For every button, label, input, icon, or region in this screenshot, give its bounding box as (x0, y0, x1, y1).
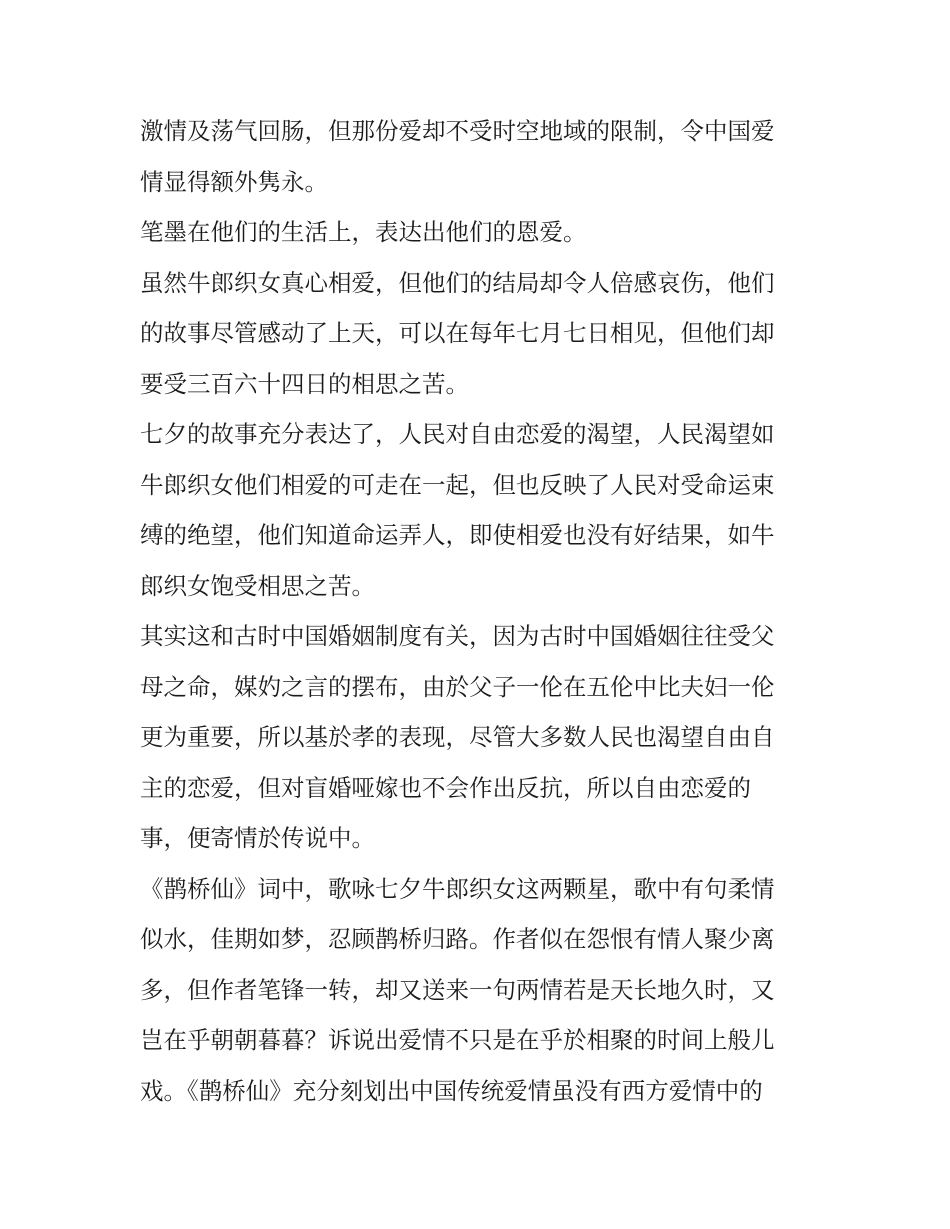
text-line: 主的恋爱，但对盲婚哑嫁也不会作出反抗，所以自由恋爱的 (140, 773, 751, 802)
paragraph (140, 207, 820, 258)
text-line: 岂在乎朝朝暮暮？诉说出爱情不只是在乎於相聚的时间上般儿 (140, 1026, 775, 1054)
text-line: 事，便寄情於传说中。 (140, 824, 375, 852)
text-line: 要受三百六十四日的相思之苦。 (140, 369, 469, 398)
paragraph (140, 864, 820, 1117)
text-line: 的故事尽管感动了上天，可以在每年七月七日相见，但他们却 (140, 319, 775, 347)
text-line: 情显得额外隽永。 (140, 167, 328, 196)
text-line: 笔墨在他们的生活上，表达出他们的恩爱。 (140, 218, 587, 246)
text-line: 似水，佳期如梦，忍顾鹊桥归路。作者似在怨恨有情人聚少离 (140, 925, 775, 953)
paragraph (140, 409, 820, 611)
text-line: 母之命，媒妁之言的摆布，由於父子一伦在五伦中比夫妇一伦 (140, 672, 775, 701)
document-body (140, 106, 820, 1116)
paragraph (140, 611, 820, 864)
text-line: 激情及荡气回肠，但那份爱却不受时空地域的限制，令中国爱 (140, 117, 775, 145)
text-line: 多，但作者笔锋一转，却又送来一句两情若是天长地久时，又 (140, 975, 775, 1004)
text-line: 七夕的故事充分表达了，人民对自由恋爱的渴望，人民渴望如 (140, 420, 775, 448)
paragraph (140, 258, 820, 410)
text-line: 《鹊桥仙》词中，歌咏七夕牛郎织女这两颗星，歌中有句柔情 (140, 874, 775, 903)
text-line: 更为重要，所以基於孝的表现，尽管大多数人民也渴望自由自 (140, 723, 775, 751)
text-line: 虽然牛郎织女真心相爱，但他们的结局却令人倍感哀伤，他们 (140, 268, 775, 297)
paragraph (140, 106, 820, 207)
text-line: 郎织女饱受相思之苦。 (140, 571, 375, 600)
text-line: 戏。《鹊桥仙》充分刻划出中国传统爱情虽没有西方爱情中的 (140, 1076, 763, 1105)
text-line: 牛郎织女他们相爱的可走在一起，但也反映了人民对受命运束 (140, 470, 775, 499)
text-line: 其实这和古时中国婚姻制度有关，因为古时中国婚姻往往受父 (140, 622, 775, 650)
text-line: 缚的绝望，他们知道命运弄人，即使相爱也没有好结果，如牛 (140, 521, 775, 549)
